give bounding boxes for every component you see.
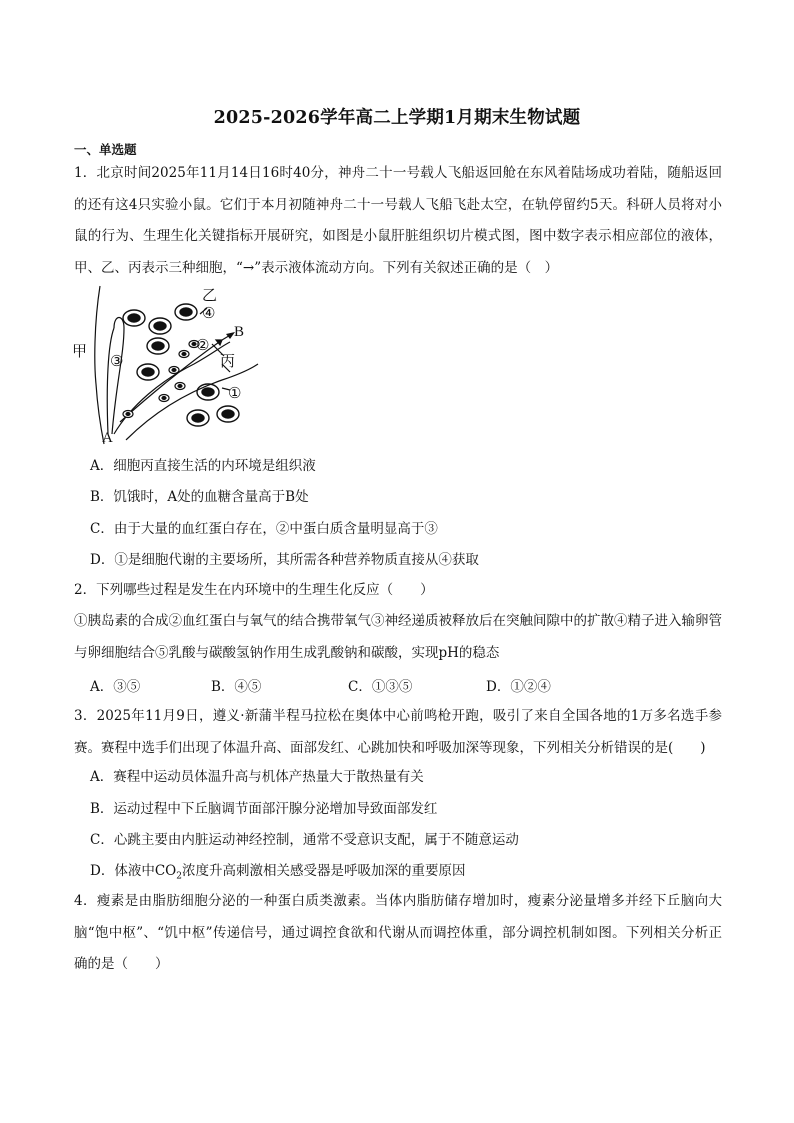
capillary-wall-outer [114, 342, 230, 434]
label-yi: 乙 [202, 288, 218, 304]
q2-options [90, 675, 690, 695]
q2-option-a: A．③⑤ [90, 679, 141, 695]
question-3-stem: 3．2025年11月9日，遵义·新蒲半程马拉松在奥体中心前鸣枪开跑，吸引了来自全国各地的1万多名选手参赛。赛程中选手们出现了体温升高、面部发红、心跳加快和呼吸加深等现象，下列相关分析错误的是( ) [74, 708, 722, 756]
blood-cells [123, 341, 199, 418]
q3-option-c: C．心跳主要由内脏运动神经控制，通常不受意识支配，属于不随意运动 [90, 832, 519, 848]
label-n2: ② [196, 338, 210, 354]
q1-option-b: B．饥饿时，A处的血糖含量高于B处 [90, 489, 309, 505]
cell-jia-outline [95, 286, 104, 444]
q2-option-b: B．④⑤ [211, 679, 262, 695]
label-A: A [102, 430, 113, 446]
question-1-stem: 1．北京时间2025年11月14日16时40分，神舟二十一号载人飞船返回舱在东风着陆场成功着陆，随船返回的还有这4只实验小鼠。它们于本月初随神舟二十一号载人飞船飞赴太空，在轨停留约5天。科研人员将对小鼠的行为、生理生化关键指标开展研究，如图是小鼠肝脏组织切片模式图，图中数字表示相应部位的液体，甲、乙、丙表示三种细胞，“→”表示液体流动方向。下列有关叙述正确的是（ ） [74, 165, 722, 276]
question-2-body: ①胰岛素的合成②血红蛋白与氧气的结合携带氧气③神经递质被释放后在突触间隙中的扩散④精子进入输卵管与卵细胞结合⑤乳酸与碳酸氢钠作用生成乳酸钠和碳酸，实现pH的稳态 [74, 613, 722, 661]
label-n3: ③ [110, 354, 124, 370]
label-n1: ① [228, 386, 242, 402]
q1-option-d: D．①是细胞代谢的主要场所，其所需各种营养物质直接从④获取 [90, 552, 479, 568]
label-B: B [234, 324, 245, 340]
question-4-stem: 4．瘦素是由脂肪细胞分泌的一种蛋白质类激素。当体内脂肪储存增加时，瘦素分泌量增多并经下丘脑向大脑“饱中枢”、“饥中枢”传递信号，通过调控食欲和代谢从而调控体重，部分调控机制如图。下列相关分析正确的是（ ） [74, 893, 722, 972]
q2-option-c: C．①③⑤ [348, 679, 413, 695]
q1-option-a: A．细胞丙直接生活的内环境是组织液 [90, 458, 316, 474]
question-2-stem: 2．下列哪些过程是发生在内环境中的生理生化反应（ ） [74, 582, 434, 598]
label-n4: ④ [202, 306, 216, 322]
page-title: 2025-2026学年高二上学期1月期末生物试题 [213, 108, 581, 128]
q3-option-b: B．运动过程中下丘脑调节面部汗腺分泌增加导致面部发红 [90, 801, 438, 817]
label-jia: 甲 [72, 344, 88, 360]
label-bing: 丙 [220, 354, 236, 370]
liver-tissue-diagram [72, 284, 272, 446]
q2-option-d: D．①②④ [486, 679, 551, 695]
q1-option-c: C．由于大量的血红蛋白存在，②中蛋白质含量明显高于③ [90, 521, 438, 537]
q3-option-d: D．体液中$CO_2$浓度升高刺激相关感受器是呼吸加深的重要原因 [90, 863, 466, 882]
section-heading: 一、单选题 [74, 142, 137, 157]
q3-option-a: A．赛程中运动员体温升高与机体产热量大于散热量有关 [90, 769, 424, 785]
